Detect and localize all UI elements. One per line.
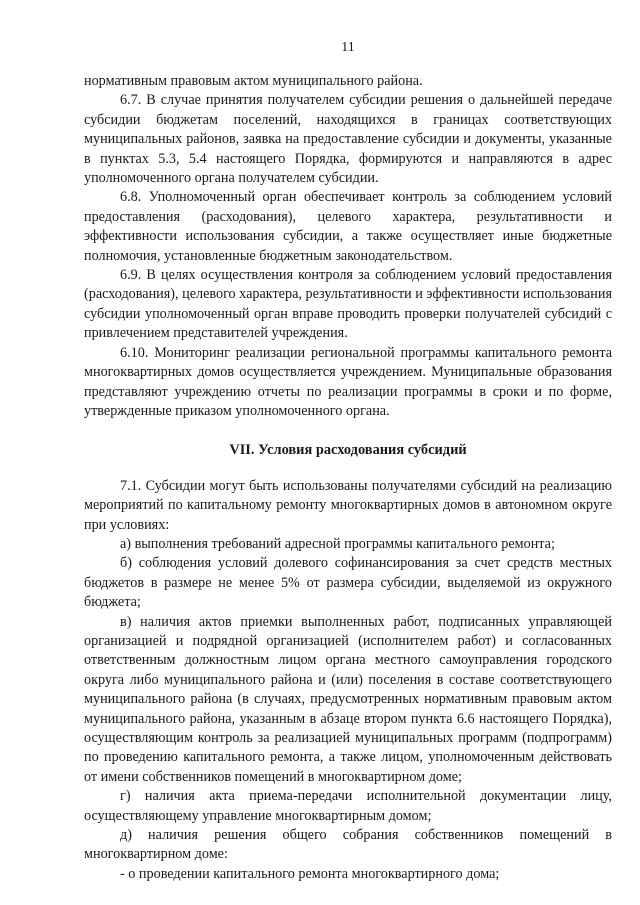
- paragraph-continuation: нормативным правовым актом муниципального района.: [84, 73, 423, 89]
- document-body: [84, 72, 612, 884]
- page-number: 11: [341, 40, 355, 55]
- paragraph-7-1: 7.1. Субсидии могут быть использованы получателями субсидий на реализацию мероприятий по капитальному ремонту многоквартирных домов в автономном округе при условиях:: [84, 477, 612, 533]
- document-page: [84, 0, 612, 905]
- paragraph-6-7: 6.7. В случае принятия получателем субсидии решения о дальнейшей передаче субсидии бюджетам поселений, находящихся в границах соответствующих муниципальных районов, заявка на предоставление субсидии и документы, указанные в пунктах 5.3, 5.4 настоящего Порядка, формируются и направляются в адрес уполномоченного органа получателем субсидии.: [84, 92, 612, 187]
- list-item-a: а) выполнения требований адресной программы капитального ремонта;: [120, 535, 555, 552]
- paragraph-6-10: 6.10. Мониторинг реализации региональной программы капитального ремонта многоквартирных домов осуществляется учреждением. Муниципальные образования представляют учреждению отчеты по реализации программы в сроки и по форме, утвержденные приказом уполномоченного органа.: [84, 344, 612, 419]
- paragraph-6-9: 6.9. В целях осуществления контроля за соблюдением условий предоставления (расходования), целевого характера, результативности и эффективности использования субсидии уполномоченный орган вправе проводить проверки получателей субсидий с привлечением представителей учреждения.: [84, 267, 612, 342]
- sub-item-dash: - о проведении капитального ремонта многоквартирного дома;: [120, 865, 500, 882]
- list-item-g: г) наличия акта приема-передачи исполнительной документации лицу, осуществляющему управление многоквартирным домом;: [84, 788, 612, 824]
- list-item-b: б) соблюдения условий долевого софинансирования за счет средств местных бюджетов в размере не менее 5% от размера субсидии, выделяемой из окружного бюджета;: [84, 555, 612, 611]
- section-heading-vii: VII. Условия расходования субсидий: [229, 442, 467, 459]
- list-item-v: в) наличия актов приемки выполненных работ, подписанных управляющей организацией и подрядной организацией (исполнителем работ) и согласованных ответственным должностным лицом органа местного самоуправления городского округа либо муниципального района и (или) поселения в составе соответствующего муниципального района (в случаях, предусмотренных нормативным правовым актом муниципального района, указанным в абзаце втором пункта 6.6 настоящего Порядка), осуществляющим контроль за реализацией муниципальных программ (подпрограмм) по проведению капитального ремонта, а также лицом, уполномоченным действовать от имени собственников помещений в многоквартирном доме;: [84, 613, 612, 785]
- paragraph-6-8: 6.8. Уполномоченный орган обеспечивает контроль за соблюдением условий предоставления (расходования), целевого характера, результативности и эффективности использования субсидии, а также осуществляет иные бюджетные полномочия, установленные бюджетным законодательством.: [84, 189, 612, 264]
- list-item-d: д) наличия решения общего собрания собственников помещений в многоквартирном доме:: [84, 827, 612, 863]
